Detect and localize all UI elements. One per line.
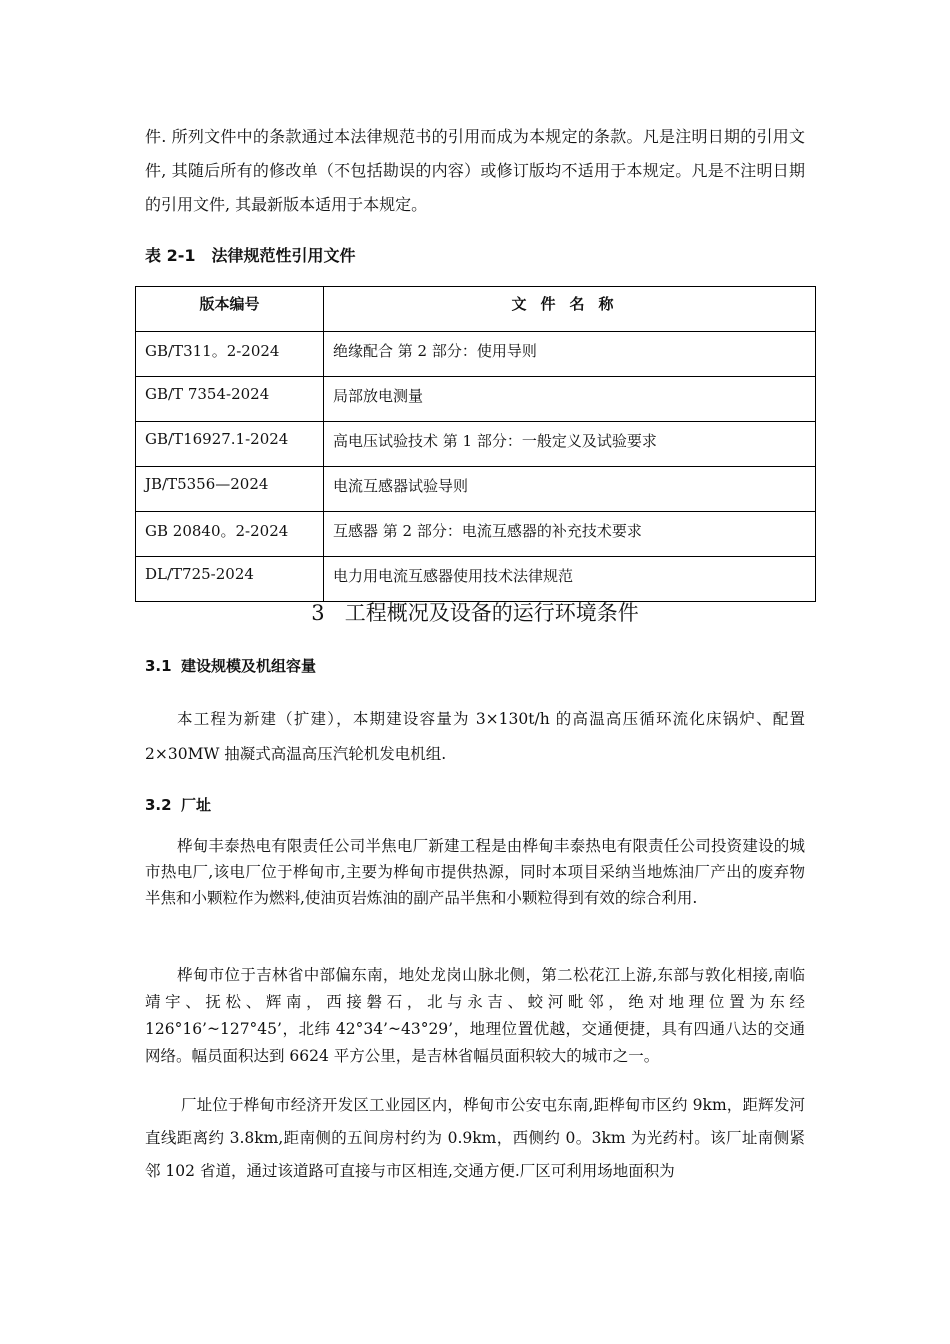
cell-code: JB/T5356—2024 [136,467,324,512]
cell-code: GB 20840。2-2024 [136,512,324,557]
subsection-heading-3-1 [145,655,316,676]
paragraph-3-2-c: 厂址位于桦甸市经济开发区工业园区内，桦甸市公安屯东南,距桦甸市区约 9km，距辉发河直线距离约 3.8km,距南侧的五间房村约为 0.9km，西侧约 0。3km 为光药村。该厂址南侧紧邻 102 省道，通过该道路可直接与市区相连,交通方便.厂区可利用场地面积为 [145,1096,805,1180]
section-heading [0,597,950,627]
paragraph-3-2-a: 桦甸丰泰热电有限责任公司半焦电厂新建工程是由桦甸丰泰热电有限责任公司投资建设的城市热电厂,该电厂位于桦甸市,主要为桦甸市提供热源，同时本项目采纳当地炼油厂产出的废弃物半焦和小颗粒作为燃料,使油页岩炼油的副产品半焦和小颗粒得到有效的综合利用. [145,837,805,907]
cell-name: 电流互感器试验导则 [324,467,816,512]
table-caption [145,243,356,266]
paragraph-3-2-b: 桦甸市位于吉林省中部偏东南，地处龙岗山脉北侧，第二松花江上游,东部与敦化相接,南临靖宇、抚松、辉南，西接磐石，北与永吉、蛟河毗邻，绝对地理位置为东经 126°16’~127°45’，北纬 42°34’~43°29’，地理位置优越，交通便捷，具有四通八达的交通网络。幅员面积达到 6624 平方公里，是吉林省幅员面积较大的城市之一。 [145,966,805,1065]
subsection-heading-3-2 [145,794,211,815]
cell-code: GB/T 7354-2024 [136,377,324,422]
table-row [136,467,816,512]
cell-name: 绝缘配合 第 2 部分：使用导则 [324,332,816,377]
table-header-row [136,287,816,332]
table-caption-number: 表 2-1 [145,246,196,265]
header-name: 文件名称 [324,287,816,332]
intro-paragraph: 件. 所列文件中的条款通过本法律规范书的引用而成为本规定的条款。凡是注明日期的引用文件, 其随后所有的修改单（不包括勘误的内容）或修订版均不适用于本规定。凡是不注明日期的引用文件, 其最新版本适用于本规定。 [145,127,805,214]
table-row [136,377,816,422]
table-row [136,512,816,557]
paragraph-3-1: 本工程为新建（扩建），本期建设容量为 3×130t/h 的高温高压循环流化床锅炉、配置 2×30MW 抽凝式高温高压汽轮机发电机组. [145,710,805,763]
table-row [136,422,816,467]
header-code: 版本编号 [136,287,324,332]
cell-code: GB/T16927.1-2024 [136,422,324,467]
subsection-number: 3.2 [145,796,172,814]
cell-code: GB/T311。2-2024 [136,332,324,377]
subsection-title: 建设规模及机组容量 [181,657,317,675]
cell-name: 高电压试验技术 第 1 部分：一般定义及试验要求 [324,422,816,467]
subsection-title: 厂址 [181,796,212,814]
table-caption-title: 法律规范性引用文件 [211,246,356,265]
cell-code: DL/T725-2024 [136,557,324,602]
cell-name: 局部放电测量 [324,377,816,422]
cell-name: 电力用电流互感器使用技术法律规范 [324,557,816,602]
table-row [136,557,816,602]
subsection-number: 3.1 [145,657,172,675]
reference-table [135,286,816,602]
section-title: 工程概况及设备的运行环境条件 [344,601,639,625]
section-number: 3 [311,601,325,625]
cell-name: 互感器 第 2 部分：电流互感器的补充技术要求 [324,512,816,557]
table-row [136,332,816,377]
